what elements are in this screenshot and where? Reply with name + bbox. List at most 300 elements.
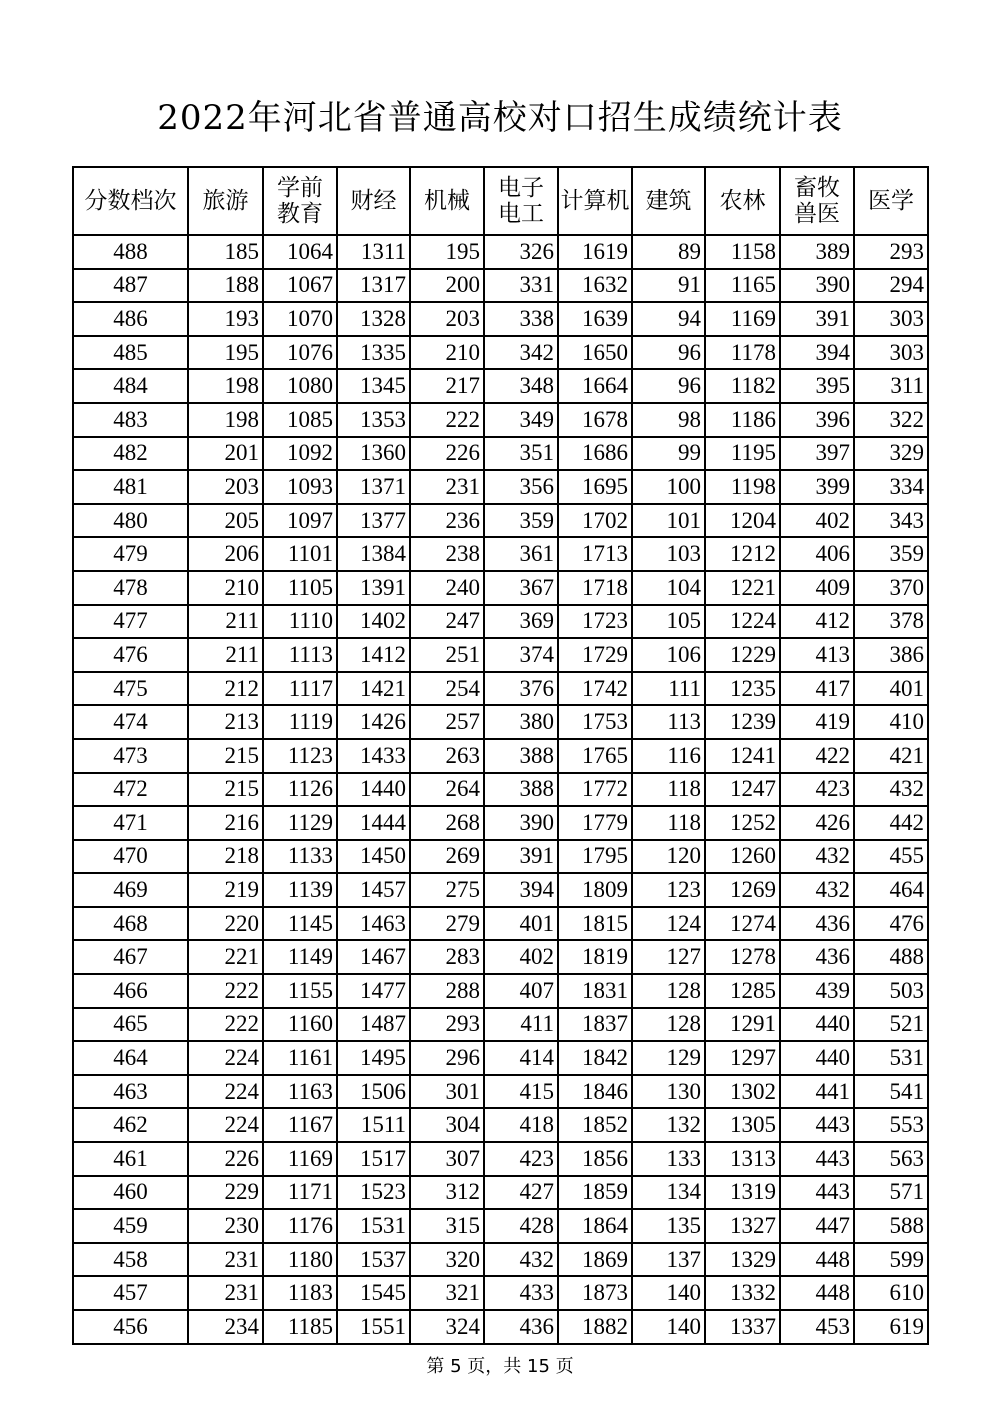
table-row — [73, 672, 928, 706]
cell-veterinary: 443 — [780, 1142, 854, 1176]
cell-electronics: 401 — [484, 907, 558, 941]
cell-finance: 1317 — [337, 269, 410, 303]
cell-medicine: 541 — [854, 1075, 928, 1109]
table-row — [73, 235, 928, 269]
cell-score: 473 — [73, 739, 188, 773]
col-header-line: 分数档次 — [84, 188, 177, 214]
cell-preschool: 1110 — [263, 605, 337, 639]
cell-tourism: 231 — [188, 1276, 263, 1310]
cell-computer: 1864 — [558, 1209, 632, 1243]
cell-agriculture: 1212 — [705, 537, 780, 571]
cell-mechanical: 307 — [410, 1142, 484, 1176]
cell-medicine: 464 — [854, 873, 928, 907]
cell-medicine: 553 — [854, 1108, 928, 1142]
cell-agriculture: 1297 — [705, 1041, 780, 1075]
cell-veterinary: 436 — [780, 940, 854, 974]
cell-construction: 91 — [632, 269, 705, 303]
cell-construction: 140 — [632, 1310, 705, 1344]
cell-computer: 1842 — [558, 1041, 632, 1075]
cell-agriculture: 1198 — [705, 470, 780, 504]
cell-computer: 1639 — [558, 302, 632, 336]
table-row — [73, 1075, 928, 1109]
cell-construction: 100 — [632, 470, 705, 504]
cell-preschool: 1085 — [263, 403, 337, 437]
cell-electronics: 415 — [484, 1075, 558, 1109]
cell-electronics: 427 — [484, 1176, 558, 1210]
cell-score: 481 — [73, 470, 188, 504]
table-row — [73, 437, 928, 471]
col-header-line: 机械 — [424, 188, 470, 214]
cell-medicine: 476 — [854, 907, 928, 941]
cell-score: 470 — [73, 840, 188, 874]
cell-score: 486 — [73, 302, 188, 336]
cell-electronics: 414 — [484, 1041, 558, 1075]
cell-medicine: 293 — [854, 235, 928, 269]
cell-mechanical: 238 — [410, 537, 484, 571]
cell-computer: 1765 — [558, 739, 632, 773]
cell-agriculture: 1229 — [705, 638, 780, 672]
cell-tourism: 198 — [188, 403, 263, 437]
cell-medicine: 421 — [854, 739, 928, 773]
cell-preschool: 1080 — [263, 369, 337, 403]
cell-agriculture: 1252 — [705, 806, 780, 840]
cell-agriculture: 1221 — [705, 571, 780, 605]
cell-score: 463 — [73, 1075, 188, 1109]
cell-preschool: 1126 — [263, 773, 337, 807]
cell-score: 460 — [73, 1176, 188, 1210]
col-header-tourism — [188, 167, 263, 235]
cell-medicine: 588 — [854, 1209, 928, 1243]
table-row — [73, 806, 928, 840]
cell-mechanical: 226 — [410, 437, 484, 471]
table-row — [73, 605, 928, 639]
cell-medicine: 442 — [854, 806, 928, 840]
cell-preschool: 1167 — [263, 1108, 337, 1142]
cell-score: 480 — [73, 504, 188, 538]
cell-computer: 1779 — [558, 806, 632, 840]
cell-finance: 1421 — [337, 672, 410, 706]
cell-veterinary: 426 — [780, 806, 854, 840]
col-header-line: 电工 — [498, 201, 544, 227]
cell-electronics: 391 — [484, 840, 558, 874]
cell-agriculture: 1313 — [705, 1142, 780, 1176]
cell-score: 465 — [73, 1008, 188, 1042]
cell-construction: 98 — [632, 403, 705, 437]
col-header-line: 电子 — [498, 175, 544, 201]
cell-finance: 1440 — [337, 773, 410, 807]
cell-tourism: 212 — [188, 672, 263, 706]
cell-finance: 1537 — [337, 1243, 410, 1277]
cell-score: 488 — [73, 235, 188, 269]
cell-preschool: 1117 — [263, 672, 337, 706]
cell-tourism: 195 — [188, 336, 263, 370]
cell-tourism: 201 — [188, 437, 263, 471]
cell-computer: 1873 — [558, 1276, 632, 1310]
cell-tourism: 216 — [188, 806, 263, 840]
cell-agriculture: 1169 — [705, 302, 780, 336]
cell-computer: 1837 — [558, 1008, 632, 1042]
cell-construction: 120 — [632, 840, 705, 874]
cell-mechanical: 240 — [410, 571, 484, 605]
cell-veterinary: 453 — [780, 1310, 854, 1344]
cell-computer: 1753 — [558, 705, 632, 739]
cell-preschool: 1139 — [263, 873, 337, 907]
cell-veterinary: 443 — [780, 1176, 854, 1210]
page-title: 2022年河北省普通高校对口招生成绩统计表 — [157, 98, 843, 138]
col-header-score — [73, 167, 188, 235]
cell-preschool: 1064 — [263, 235, 337, 269]
table-row — [73, 705, 928, 739]
cell-veterinary: 390 — [780, 269, 854, 303]
cell-medicine: 599 — [854, 1243, 928, 1277]
cell-finance: 1402 — [337, 605, 410, 639]
col-header-preschool — [263, 167, 337, 235]
table-row — [73, 537, 928, 571]
cell-agriculture: 1235 — [705, 672, 780, 706]
col-header-medicine — [854, 167, 928, 235]
cell-finance: 1506 — [337, 1075, 410, 1109]
table-row — [73, 571, 928, 605]
cell-veterinary: 406 — [780, 537, 854, 571]
table-body — [73, 235, 928, 1344]
cell-medicine: 571 — [854, 1176, 928, 1210]
cell-electronics: 390 — [484, 806, 558, 840]
cell-medicine: 455 — [854, 840, 928, 874]
cell-electronics: 369 — [484, 605, 558, 639]
cell-tourism: 224 — [188, 1041, 263, 1075]
table-row — [73, 1176, 928, 1210]
cell-score: 466 — [73, 974, 188, 1008]
cell-computer: 1795 — [558, 840, 632, 874]
cell-preschool: 1070 — [263, 302, 337, 336]
cell-mechanical: 268 — [410, 806, 484, 840]
col-header-electronics — [484, 167, 558, 235]
cell-construction: 96 — [632, 336, 705, 370]
cell-preschool: 1129 — [263, 806, 337, 840]
cell-score: 467 — [73, 940, 188, 974]
cell-medicine: 311 — [854, 369, 928, 403]
cell-finance: 1412 — [337, 638, 410, 672]
cell-veterinary: 396 — [780, 403, 854, 437]
cell-agriculture: 1274 — [705, 907, 780, 941]
cell-finance: 1551 — [337, 1310, 410, 1344]
cell-tourism: 198 — [188, 369, 263, 403]
cell-electronics: 331 — [484, 269, 558, 303]
cell-construction: 133 — [632, 1142, 705, 1176]
cell-construction: 135 — [632, 1209, 705, 1243]
cell-score: 476 — [73, 638, 188, 672]
cell-computer: 1742 — [558, 672, 632, 706]
cell-mechanical: 222 — [410, 403, 484, 437]
cell-agriculture: 1332 — [705, 1276, 780, 1310]
cell-tourism: 205 — [188, 504, 263, 538]
cell-tourism: 221 — [188, 940, 263, 974]
cell-electronics: 367 — [484, 571, 558, 605]
cell-computer: 1882 — [558, 1310, 632, 1344]
cell-tourism: 206 — [188, 537, 263, 571]
cell-computer: 1859 — [558, 1176, 632, 1210]
col-header-line: 计算机 — [560, 188, 630, 214]
cell-agriculture: 1241 — [705, 739, 780, 773]
col-header-finance — [337, 167, 410, 235]
cell-finance: 1545 — [337, 1276, 410, 1310]
cell-electronics: 374 — [484, 638, 558, 672]
cell-finance: 1391 — [337, 571, 410, 605]
table-row — [73, 302, 928, 336]
cell-medicine: 343 — [854, 504, 928, 538]
cell-construction: 89 — [632, 235, 705, 269]
cell-medicine: 410 — [854, 705, 928, 739]
score-statistics-table — [72, 166, 929, 1345]
cell-veterinary: 399 — [780, 470, 854, 504]
col-header-agriculture — [705, 167, 780, 235]
cell-agriculture: 1182 — [705, 369, 780, 403]
cell-mechanical: 236 — [410, 504, 484, 538]
cell-computer: 1729 — [558, 638, 632, 672]
cell-medicine: 610 — [854, 1276, 928, 1310]
table-row — [73, 470, 928, 504]
cell-score: 456 — [73, 1310, 188, 1344]
cell-tourism: 210 — [188, 571, 263, 605]
cell-mechanical: 195 — [410, 235, 484, 269]
cell-tourism: 219 — [188, 873, 263, 907]
cell-veterinary: 419 — [780, 705, 854, 739]
cell-tourism: 226 — [188, 1142, 263, 1176]
cell-score: 464 — [73, 1041, 188, 1075]
cell-finance: 1311 — [337, 235, 410, 269]
cell-electronics: 407 — [484, 974, 558, 1008]
cell-preschool: 1163 — [263, 1075, 337, 1109]
cell-electronics: 423 — [484, 1142, 558, 1176]
cell-tourism: 215 — [188, 773, 263, 807]
cell-electronics: 359 — [484, 504, 558, 538]
cell-medicine: 488 — [854, 940, 928, 974]
cell-construction: 104 — [632, 571, 705, 605]
cell-construction: 127 — [632, 940, 705, 974]
cell-construction: 96 — [632, 369, 705, 403]
cell-electronics: 388 — [484, 773, 558, 807]
cell-agriculture: 1327 — [705, 1209, 780, 1243]
cell-agriculture: 1305 — [705, 1108, 780, 1142]
cell-preschool: 1155 — [263, 974, 337, 1008]
cell-preschool: 1097 — [263, 504, 337, 538]
col-header-line: 医学 — [868, 188, 914, 214]
table-row — [73, 1108, 928, 1142]
cell-score: 462 — [73, 1108, 188, 1142]
cell-score: 483 — [73, 403, 188, 437]
cell-electronics: 326 — [484, 235, 558, 269]
cell-mechanical: 251 — [410, 638, 484, 672]
cell-mechanical: 324 — [410, 1310, 484, 1344]
cell-mechanical: 301 — [410, 1075, 484, 1109]
cell-agriculture: 1337 — [705, 1310, 780, 1344]
cell-finance: 1384 — [337, 537, 410, 571]
cell-tourism: 218 — [188, 840, 263, 874]
cell-preschool: 1180 — [263, 1243, 337, 1277]
cell-preschool: 1176 — [263, 1209, 337, 1243]
cell-tourism: 222 — [188, 974, 263, 1008]
cell-preschool: 1113 — [263, 638, 337, 672]
cell-construction: 128 — [632, 1008, 705, 1042]
cell-score: 478 — [73, 571, 188, 605]
cell-computer: 1819 — [558, 940, 632, 974]
cell-tourism: 185 — [188, 235, 263, 269]
cell-finance: 1487 — [337, 1008, 410, 1042]
col-header-line: 财经 — [350, 188, 397, 214]
cell-finance: 1426 — [337, 705, 410, 739]
cell-tourism: 231 — [188, 1243, 263, 1277]
cell-finance: 1517 — [337, 1142, 410, 1176]
cell-construction: 111 — [632, 672, 705, 706]
table-row — [73, 1209, 928, 1243]
cell-agriculture: 1158 — [705, 235, 780, 269]
cell-agriculture: 1278 — [705, 940, 780, 974]
col-header-line: 兽医 — [794, 201, 840, 227]
cell-preschool: 1092 — [263, 437, 337, 471]
table-row — [73, 403, 928, 437]
cell-electronics: 351 — [484, 437, 558, 471]
table-row — [73, 974, 928, 1008]
cell-computer: 1650 — [558, 336, 632, 370]
cell-veterinary: 413 — [780, 638, 854, 672]
cell-agriculture: 1186 — [705, 403, 780, 437]
cell-construction: 128 — [632, 974, 705, 1008]
table-row — [73, 1310, 928, 1344]
cell-score: 468 — [73, 907, 188, 941]
cell-construction: 129 — [632, 1041, 705, 1075]
cell-veterinary: 436 — [780, 907, 854, 941]
cell-tourism: 224 — [188, 1108, 263, 1142]
page-footer: 第 5 页，共 15 页 — [426, 1356, 574, 1377]
cell-construction: 130 — [632, 1075, 705, 1109]
cell-veterinary: 391 — [780, 302, 854, 336]
cell-finance: 1467 — [337, 940, 410, 974]
cell-veterinary: 441 — [780, 1075, 854, 1109]
cell-construction: 101 — [632, 504, 705, 538]
cell-tourism: 234 — [188, 1310, 263, 1344]
cell-veterinary: 448 — [780, 1276, 854, 1310]
cell-finance: 1371 — [337, 470, 410, 504]
cell-preschool: 1101 — [263, 537, 337, 571]
cell-agriculture: 1291 — [705, 1008, 780, 1042]
cell-electronics: 376 — [484, 672, 558, 706]
cell-construction: 116 — [632, 739, 705, 773]
cell-medicine: 503 — [854, 974, 928, 1008]
cell-computer: 1852 — [558, 1108, 632, 1142]
cell-preschool: 1183 — [263, 1276, 337, 1310]
cell-tourism: 188 — [188, 269, 263, 303]
cell-construction: 99 — [632, 437, 705, 471]
cell-mechanical: 321 — [410, 1276, 484, 1310]
cell-agriculture: 1285 — [705, 974, 780, 1008]
cell-medicine: 294 — [854, 269, 928, 303]
cell-computer: 1869 — [558, 1243, 632, 1277]
cell-agriculture: 1319 — [705, 1176, 780, 1210]
cell-construction: 124 — [632, 907, 705, 941]
cell-construction: 94 — [632, 302, 705, 336]
cell-medicine: 359 — [854, 537, 928, 571]
cell-medicine: 531 — [854, 1041, 928, 1075]
cell-tourism: 229 — [188, 1176, 263, 1210]
cell-computer: 1718 — [558, 571, 632, 605]
cell-construction: 106 — [632, 638, 705, 672]
cell-medicine: 386 — [854, 638, 928, 672]
cell-finance: 1450 — [337, 840, 410, 874]
cell-score: 485 — [73, 336, 188, 370]
cell-preschool: 1093 — [263, 470, 337, 504]
cell-finance: 1360 — [337, 437, 410, 471]
cell-mechanical: 283 — [410, 940, 484, 974]
cell-medicine: 303 — [854, 302, 928, 336]
cell-computer: 1856 — [558, 1142, 632, 1176]
cell-mechanical: 293 — [410, 1008, 484, 1042]
cell-medicine: 378 — [854, 605, 928, 639]
cell-mechanical: 269 — [410, 840, 484, 874]
cell-preschool: 1105 — [263, 571, 337, 605]
cell-construction: 118 — [632, 806, 705, 840]
cell-electronics: 348 — [484, 369, 558, 403]
cell-computer: 1831 — [558, 974, 632, 1008]
cell-medicine: 303 — [854, 336, 928, 370]
table-row — [73, 336, 928, 370]
cell-veterinary: 440 — [780, 1041, 854, 1075]
cell-finance: 1511 — [337, 1108, 410, 1142]
cell-score: 482 — [73, 437, 188, 471]
cell-computer: 1846 — [558, 1075, 632, 1109]
cell-veterinary: 422 — [780, 739, 854, 773]
cell-electronics: 361 — [484, 537, 558, 571]
cell-medicine: 370 — [854, 571, 928, 605]
cell-score: 457 — [73, 1276, 188, 1310]
cell-electronics: 402 — [484, 940, 558, 974]
cell-veterinary: 412 — [780, 605, 854, 639]
cell-construction: 118 — [632, 773, 705, 807]
cell-agriculture: 1247 — [705, 773, 780, 807]
cell-construction: 140 — [632, 1276, 705, 1310]
cell-computer: 1723 — [558, 605, 632, 639]
cell-score: 458 — [73, 1243, 188, 1277]
cell-mechanical: 263 — [410, 739, 484, 773]
cell-agriculture: 1269 — [705, 873, 780, 907]
table-row — [73, 269, 928, 303]
cell-finance: 1463 — [337, 907, 410, 941]
cell-agriculture: 1260 — [705, 840, 780, 874]
cell-agriculture: 1178 — [705, 336, 780, 370]
cell-veterinary: 432 — [780, 840, 854, 874]
cell-score: 479 — [73, 537, 188, 571]
cell-medicine: 563 — [854, 1142, 928, 1176]
cell-computer: 1702 — [558, 504, 632, 538]
table-row — [73, 1243, 928, 1277]
cell-preschool: 1145 — [263, 907, 337, 941]
cell-construction: 113 — [632, 705, 705, 739]
cell-computer: 1815 — [558, 907, 632, 941]
cell-computer: 1664 — [558, 369, 632, 403]
cell-construction: 105 — [632, 605, 705, 639]
col-header-mechanical — [410, 167, 484, 235]
cell-mechanical: 320 — [410, 1243, 484, 1277]
table-row — [73, 1041, 928, 1075]
cell-preschool: 1185 — [263, 1310, 337, 1344]
cell-preschool: 1133 — [263, 840, 337, 874]
cell-mechanical: 200 — [410, 269, 484, 303]
cell-electronics: 436 — [484, 1310, 558, 1344]
cell-medicine: 329 — [854, 437, 928, 471]
table-row — [73, 1008, 928, 1042]
cell-construction: 132 — [632, 1108, 705, 1142]
cell-finance: 1328 — [337, 302, 410, 336]
cell-medicine: 432 — [854, 773, 928, 807]
